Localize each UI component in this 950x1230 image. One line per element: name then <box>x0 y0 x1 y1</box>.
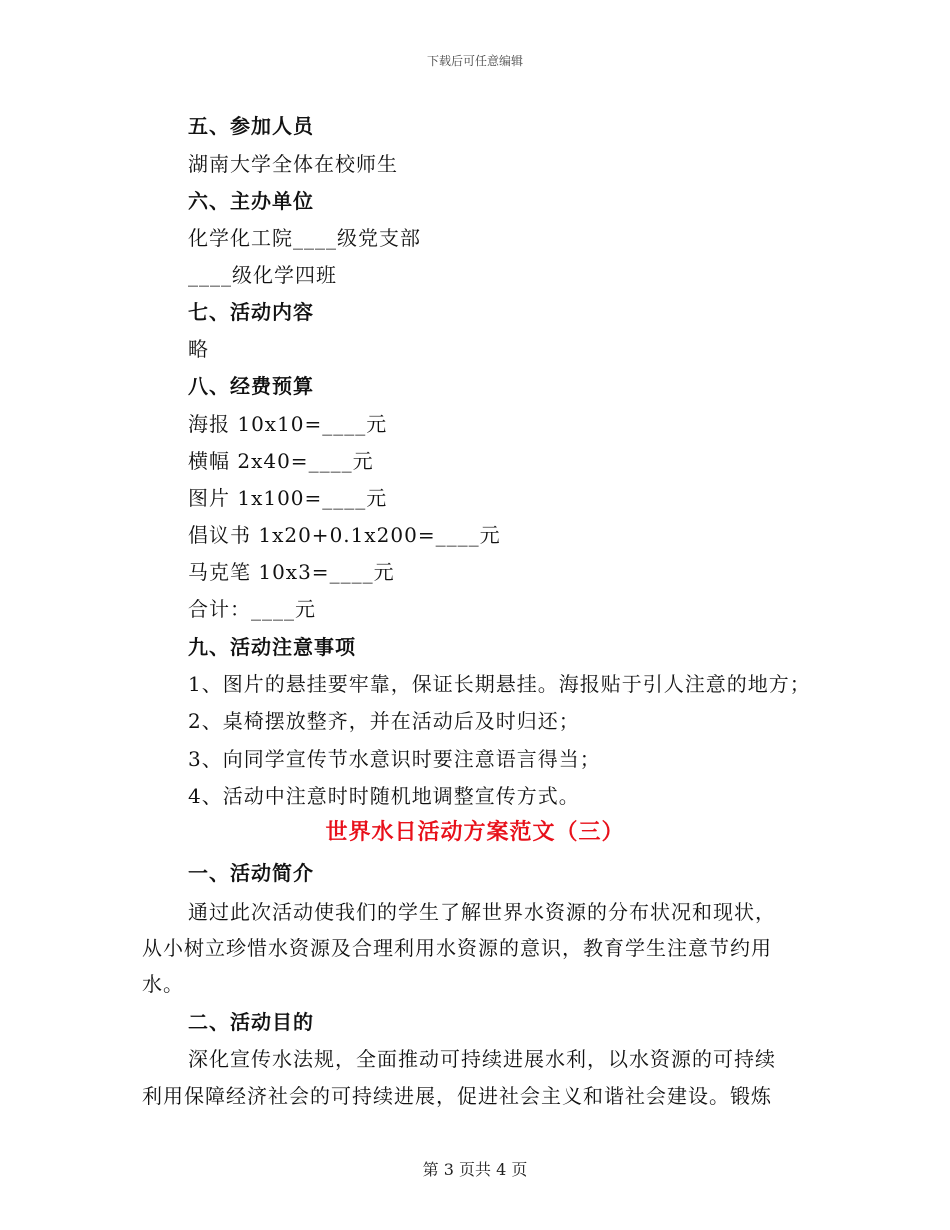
budget-item: 图片 1x100=____元 <box>188 486 388 510</box>
notice-item: 4、活动中注意时时随机地调整宣传方式。 <box>188 784 580 808</box>
part3-paragraph-2-line: 深化宣传水法规，全面推动可持续进展水利，以水资源的可持续 <box>188 1047 776 1071</box>
page-header: 下载后可任意编辑 <box>426 54 523 68</box>
notice-item: 1、图片的悬挂要牢靠，保证长期悬挂。海报贴于引人注意的地方； <box>188 672 811 696</box>
budget-item: 马克笔 10x3=____元 <box>188 560 395 584</box>
section-7-body: 略 <box>188 337 209 361</box>
part3-paragraph-1-line: 通过此次活动使我们的学生了解世界水资源的分布状况和现状， <box>188 900 776 924</box>
notice-item: 2、桌椅摆放整齐，并在活动后及时归还； <box>188 709 580 733</box>
page-footer: 第 3 页共 4 页 <box>422 1160 528 1179</box>
budget-item: 横幅 2x40=____元 <box>188 449 374 473</box>
section-5-heading: 五、参加人员 <box>188 114 314 138</box>
section-6-line-1: 化学化工院____级党支部 <box>188 226 421 250</box>
part3-paragraph-1-line: 水。 <box>142 972 184 996</box>
part3-heading-2: 二、活动目的 <box>188 1010 314 1034</box>
section-6-line-2: ____级化学四班 <box>188 263 337 287</box>
part3-heading-1: 一、活动简介 <box>188 861 314 885</box>
budget-item: 海报 10x10=____元 <box>188 412 388 436</box>
section-7-heading: 七、活动内容 <box>188 300 314 324</box>
section-6-heading: 六、主办单位 <box>188 189 314 213</box>
budget-item: 倡议书 1x20+0.1x200=____元 <box>188 523 501 547</box>
section-8-heading: 八、经费预算 <box>188 374 314 398</box>
section-5-body: 湖南大学全体在校师生 <box>188 152 398 176</box>
notice-item: 3、向同学宣传节水意识时要注意语言得当； <box>188 747 601 771</box>
budget-total: 合计：____元 <box>188 597 316 621</box>
part3-paragraph-2-line: 利用保障经济社会的可持续进展，促进社会主义和谐社会建设。锻炼 <box>142 1084 772 1108</box>
part3-paragraph-1-line: 从小树立珍惜水资源及合理利用水资源的意识，教育学生注意节约用 <box>142 936 772 960</box>
section-9-heading: 九、活动注意事项 <box>188 635 356 659</box>
document-title: 世界水日活动方案范文（三） <box>325 820 625 845</box>
